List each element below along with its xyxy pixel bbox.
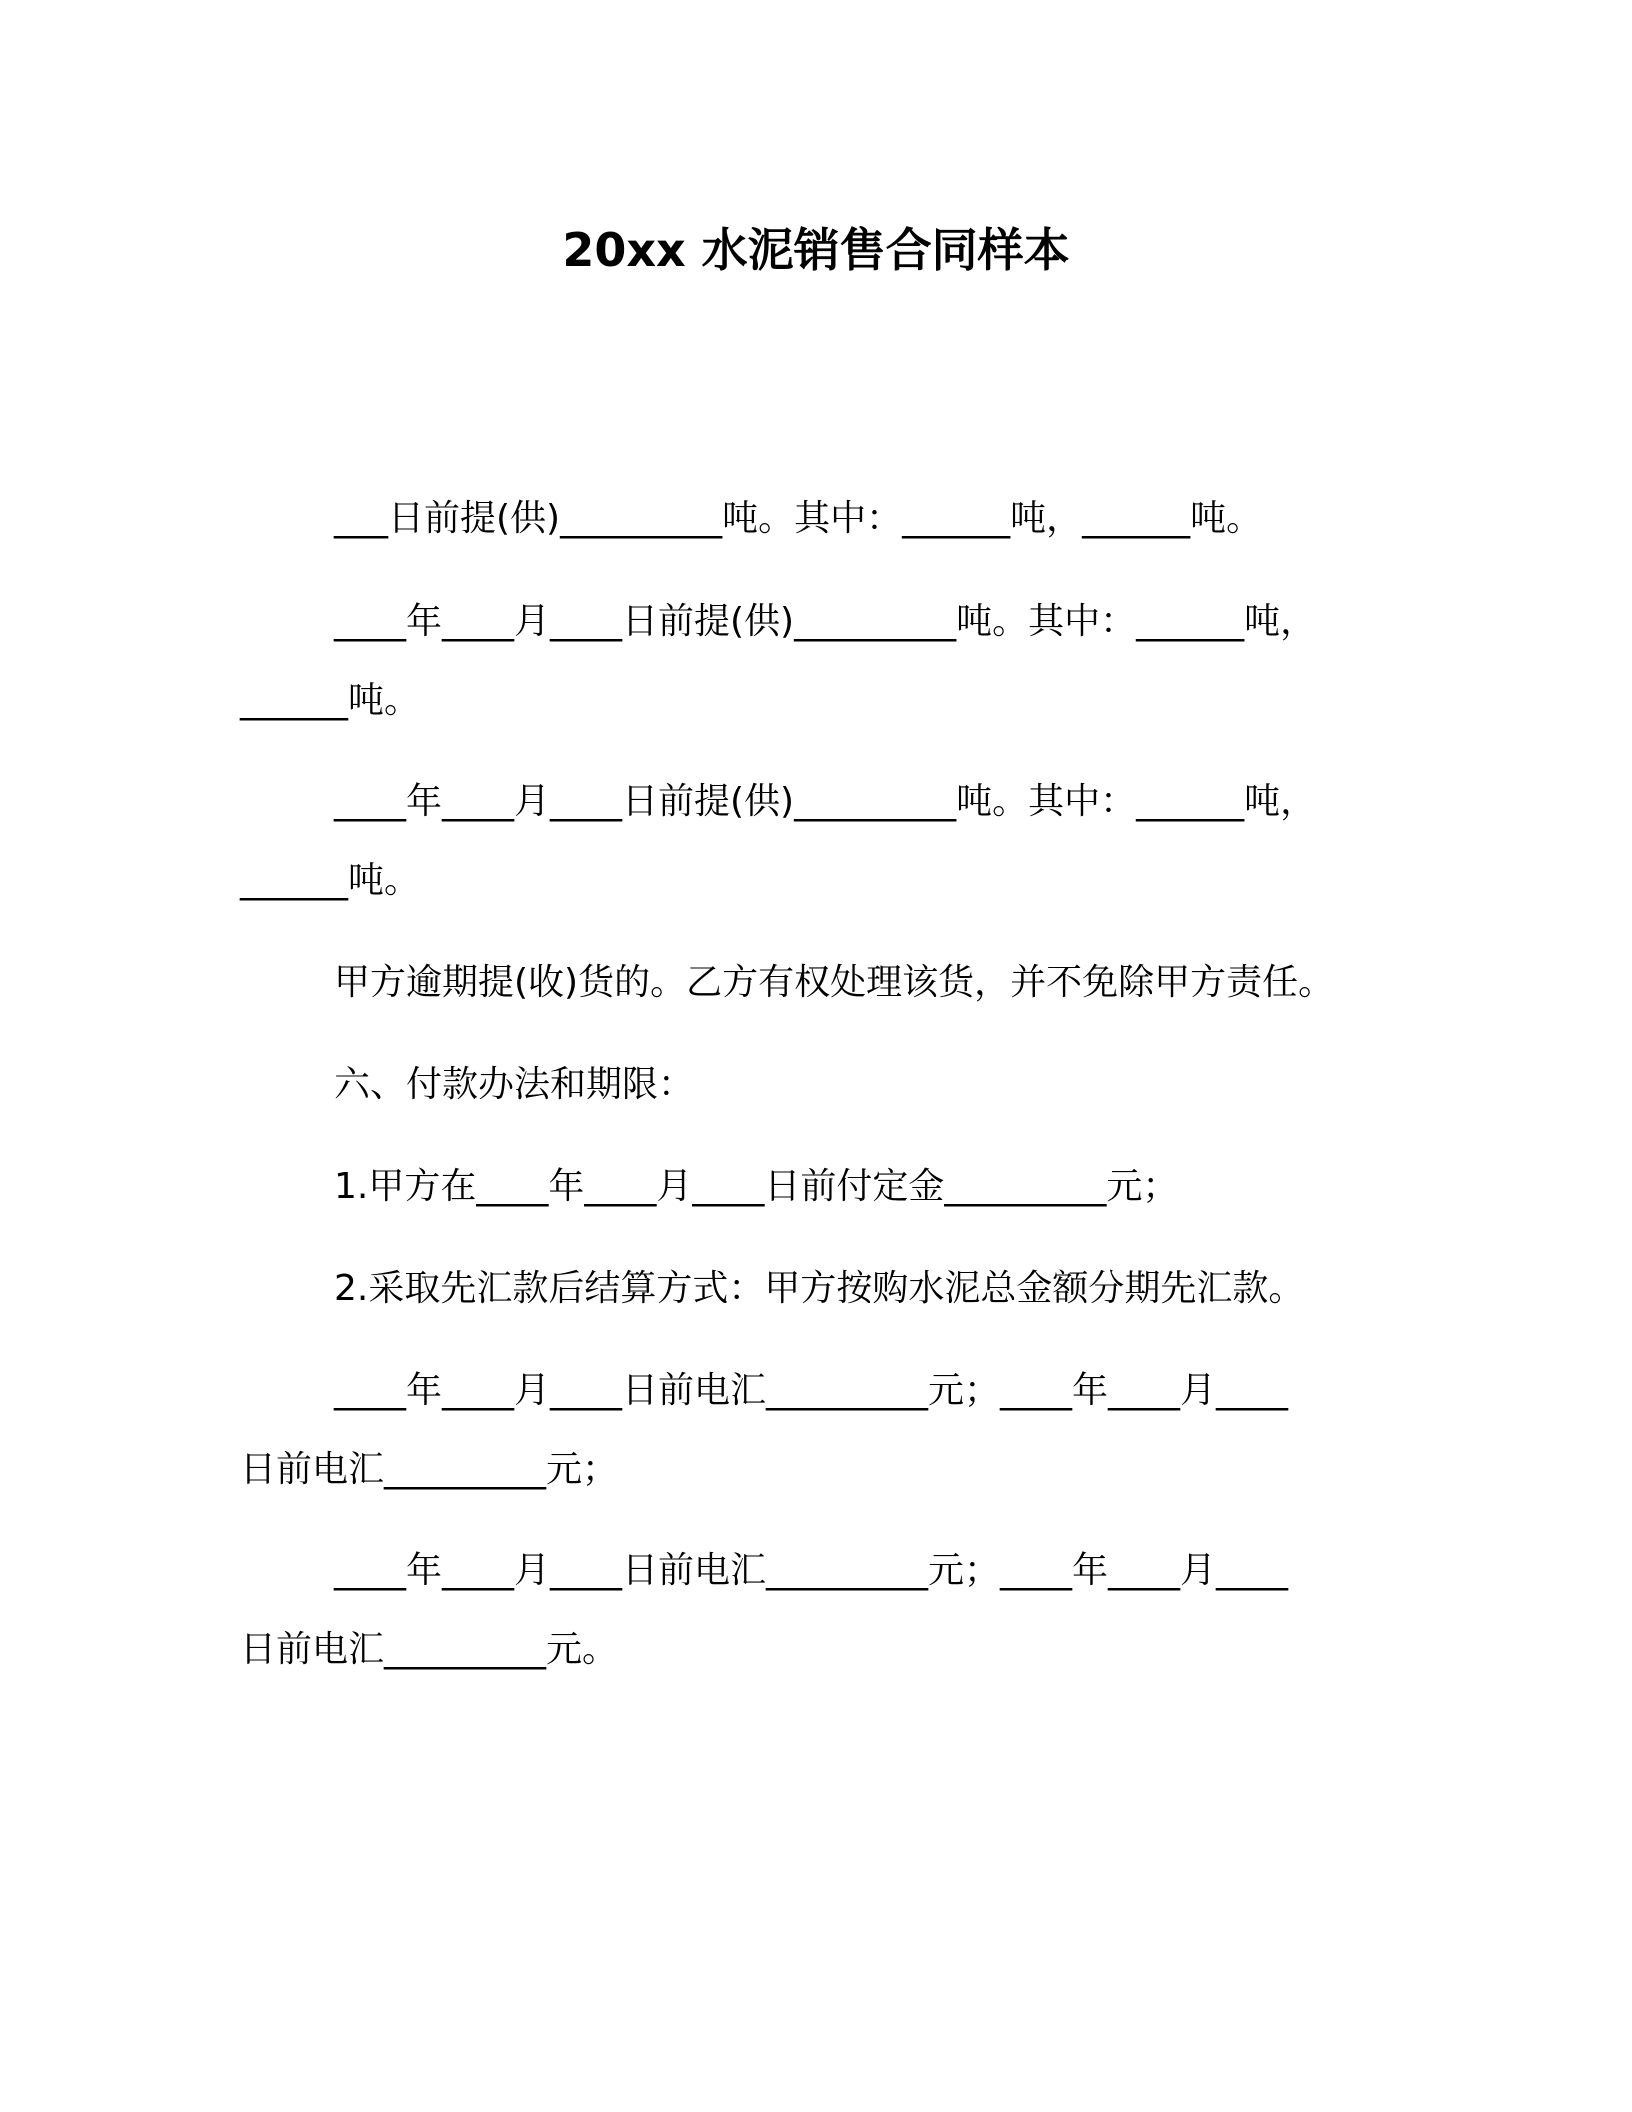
text-line-4: ____年____月____日前提(供)_________吨。其中：______吨， — [334, 781, 1317, 822]
text-line-8: 1.甲方在____年____月____日前付定金_________元； — [334, 1166, 1179, 1207]
text-line-1: ___日前提(供)_________吨。其中：______吨，______吨。 — [334, 498, 1263, 539]
section-heading: 六、付款办法和期限： — [334, 1064, 695, 1105]
text-line-12: ____年____月____日前电汇_________元；____年____月____ — [334, 1550, 1289, 1591]
text-line-3: ______吨。 — [240, 680, 421, 721]
document-title: 20xx 水泥销售合同样本 — [562, 223, 1070, 277]
text-line-6: 甲方逾期提(收)货的。乙方有权处理该货，并不免除甲方责任。 — [334, 962, 1335, 1003]
text-line-2: ____年____月____日前提(供)_________吨。其中：______吨， — [334, 601, 1317, 642]
text-line-9: 2.采取先汇款后结算方式：甲方按购水泥总金额分期先汇款。 — [334, 1268, 1305, 1309]
text-line-11: 日前电汇_________元； — [240, 1449, 619, 1490]
text-line-10: ____年____月____日前电汇_________元；____年____月____ — [334, 1370, 1289, 1411]
text-line-13: 日前电汇_________元。 — [240, 1629, 619, 1670]
text-line-5: ______吨。 — [240, 860, 421, 901]
